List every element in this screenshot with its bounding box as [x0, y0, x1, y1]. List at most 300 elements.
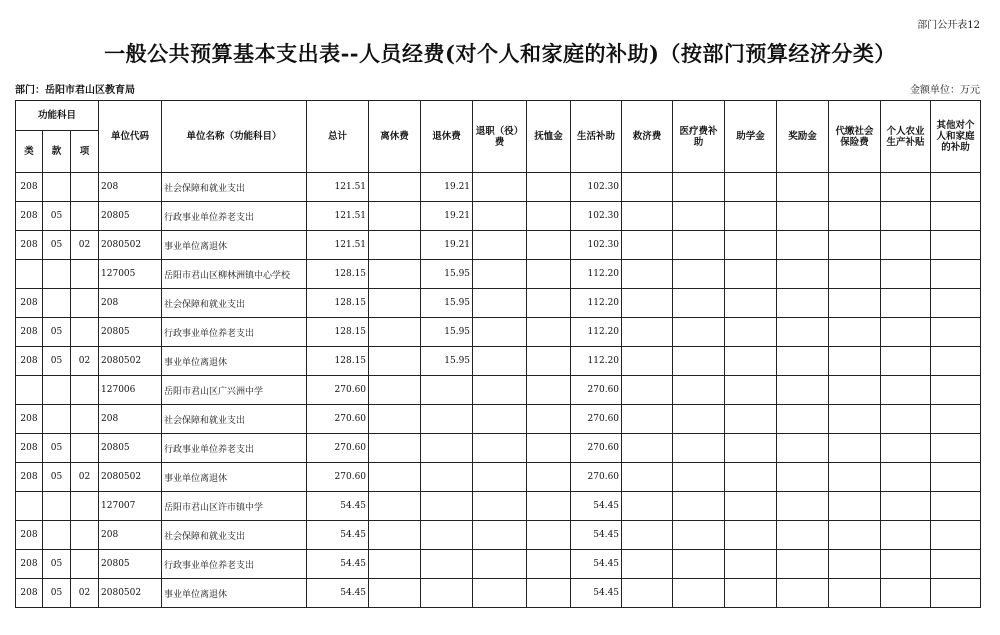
cell-empty — [881, 202, 931, 231]
cell-kuan — [43, 173, 71, 202]
cell-tuixiu: 15.95 — [421, 289, 473, 318]
cell-empty — [527, 173, 571, 202]
cell-empty — [673, 231, 725, 260]
cell-empty — [527, 318, 571, 347]
cell-empty — [473, 289, 527, 318]
cell-tuixiu — [421, 463, 473, 492]
cell-empty — [673, 347, 725, 376]
cell-empty — [673, 405, 725, 434]
cell-empty — [725, 202, 777, 231]
cell-empty — [829, 173, 881, 202]
cell-kuan: 05 — [43, 550, 71, 579]
cell-empty — [369, 231, 421, 260]
cell-name: 事业单位离退休 — [162, 347, 307, 376]
amount-unit-label: 金额单位：万元 — [910, 85, 980, 96]
cell-empty — [829, 318, 881, 347]
cell-empty — [622, 347, 673, 376]
table-row — [16, 463, 981, 492]
cell-empty — [527, 289, 571, 318]
cell-code: 2080502 — [99, 231, 162, 260]
cell-empty — [829, 202, 881, 231]
cell-empty — [673, 434, 725, 463]
cell-empty — [473, 492, 527, 521]
cell-empty — [369, 463, 421, 492]
cell-name: 行政事业单位养老支出 — [162, 318, 307, 347]
cell-empty — [622, 579, 673, 608]
cell-code: 208 — [99, 405, 162, 434]
cell-kuan — [43, 405, 71, 434]
cell-empty — [622, 173, 673, 202]
cell-empty — [881, 347, 931, 376]
cell-empty — [673, 376, 725, 405]
cell-empty — [881, 579, 931, 608]
cell-shenghuo: 102.30 — [571, 231, 622, 260]
cell-empty — [881, 405, 931, 434]
cell-empty — [473, 463, 527, 492]
cell-empty — [673, 521, 725, 550]
cell-empty — [725, 318, 777, 347]
cell-kuan: 05 — [43, 202, 71, 231]
cell-empty — [527, 550, 571, 579]
cell-empty — [931, 231, 981, 260]
cell-empty — [725, 521, 777, 550]
cell-empty — [931, 579, 981, 608]
header-kuan: 款 — [43, 131, 71, 173]
cell-empty — [777, 376, 829, 405]
cell-tuixiu: 15.95 — [421, 347, 473, 376]
expenditure-table — [15, 100, 981, 608]
cell-lei: 208 — [16, 463, 43, 492]
cell-tuixiu: 19.21 — [421, 202, 473, 231]
cell-empty — [369, 376, 421, 405]
cell-empty — [369, 492, 421, 521]
cell-empty — [369, 173, 421, 202]
table-row — [16, 260, 981, 289]
cell-shenghuo: 270.60 — [571, 405, 622, 434]
cell-lei: 208 — [16, 202, 43, 231]
cell-empty — [673, 463, 725, 492]
cell-shenghuo: 112.20 — [571, 289, 622, 318]
cell-empty — [673, 579, 725, 608]
cell-empty — [622, 521, 673, 550]
cell-kuan: 05 — [43, 434, 71, 463]
cell-kuan — [43, 289, 71, 318]
form-number: 部门公开表12 — [917, 20, 980, 31]
cell-empty — [622, 231, 673, 260]
cell-empty — [725, 463, 777, 492]
cell-shenghuo: 54.45 — [571, 550, 622, 579]
cell-empty — [369, 550, 421, 579]
cell-lei: 208 — [16, 289, 43, 318]
cell-empty — [931, 260, 981, 289]
cell-code: 2080502 — [99, 579, 162, 608]
cell-shenghuo: 102.30 — [571, 173, 622, 202]
cell-empty — [527, 260, 571, 289]
cell-tuixiu — [421, 434, 473, 463]
cell-name: 岳阳市君山区许市镇中学 — [162, 492, 307, 521]
cell-total: 121.51 — [307, 231, 369, 260]
header-qita: 其他对个人和家庭的补助 — [931, 101, 981, 173]
cell-empty — [473, 173, 527, 202]
department-label: 部门：岳阳市君山区教育局 — [15, 85, 135, 96]
cell-empty — [931, 492, 981, 521]
cell-xiang: 02 — [71, 231, 99, 260]
cell-xiang — [71, 376, 99, 405]
cell-shenghuo: 54.45 — [571, 579, 622, 608]
cell-name: 岳阳市君山区广兴洲中学 — [162, 376, 307, 405]
cell-empty — [829, 376, 881, 405]
header-jiuji: 救济费 — [622, 101, 673, 173]
cell-name: 社会保障和就业支出 — [162, 289, 307, 318]
cell-shenghuo: 102.30 — [571, 202, 622, 231]
cell-empty — [673, 173, 725, 202]
cell-empty — [473, 550, 527, 579]
cell-total: 121.51 — [307, 173, 369, 202]
page-title: 一般公共预算基本支出表--人员经费(对个人和家庭的补助)（按部门预算经济分类） — [104, 41, 896, 66]
table-row — [16, 289, 981, 318]
cell-empty — [725, 492, 777, 521]
cell-xiang — [71, 434, 99, 463]
cell-empty — [369, 202, 421, 231]
cell-name: 事业单位离退休 — [162, 231, 307, 260]
cell-xiang — [71, 405, 99, 434]
cell-xiang — [71, 492, 99, 521]
cell-empty — [527, 492, 571, 521]
cell-name: 岳阳市君山区柳林洲镇中心学校 — [162, 260, 307, 289]
cell-empty — [473, 405, 527, 434]
cell-empty — [622, 202, 673, 231]
cell-empty — [829, 521, 881, 550]
cell-empty — [673, 318, 725, 347]
cell-lei: 208 — [16, 347, 43, 376]
cell-empty — [777, 231, 829, 260]
cell-empty — [527, 463, 571, 492]
table-row — [16, 405, 981, 434]
cell-total: 270.60 — [307, 463, 369, 492]
cell-shenghuo: 270.60 — [571, 376, 622, 405]
cell-name: 社会保障和就业支出 — [162, 521, 307, 550]
cell-name: 行政事业单位养老支出 — [162, 202, 307, 231]
cell-total: 270.60 — [307, 434, 369, 463]
cell-empty — [527, 521, 571, 550]
cell-empty — [829, 405, 881, 434]
cell-total: 128.15 — [307, 318, 369, 347]
cell-empty — [622, 463, 673, 492]
cell-empty — [473, 434, 527, 463]
cell-empty — [622, 289, 673, 318]
cell-lei: 208 — [16, 405, 43, 434]
header-yiliao: 医疗费补助 — [673, 101, 725, 173]
cell-empty — [725, 289, 777, 318]
header-nongye: 个人农业生产补贴 — [881, 101, 931, 173]
cell-total: 54.45 — [307, 579, 369, 608]
cell-name: 事业单位离退休 — [162, 463, 307, 492]
cell-code: 208 — [99, 173, 162, 202]
header-unit-code: 单位代码 — [99, 101, 162, 173]
cell-code: 20805 — [99, 202, 162, 231]
cell-empty — [473, 347, 527, 376]
cell-empty — [725, 434, 777, 463]
cell-name: 事业单位离退休 — [162, 579, 307, 608]
cell-code: 20805 — [99, 550, 162, 579]
cell-shenghuo: 54.45 — [571, 492, 622, 521]
cell-empty — [622, 405, 673, 434]
cell-shenghuo: 270.60 — [571, 463, 622, 492]
header-unit-name: 单位名称（功能科目） — [162, 101, 307, 173]
cell-kuan — [43, 521, 71, 550]
table-row — [16, 347, 981, 376]
cell-empty — [881, 492, 931, 521]
cell-xiang — [71, 550, 99, 579]
cell-kuan: 05 — [43, 318, 71, 347]
cell-code: 2080502 — [99, 347, 162, 376]
cell-empty — [777, 318, 829, 347]
cell-tuixiu: 15.95 — [421, 260, 473, 289]
header-lixiu: 离休费 — [369, 101, 421, 173]
cell-code: 127006 — [99, 376, 162, 405]
cell-shenghuo: 112.20 — [571, 318, 622, 347]
cell-xiang — [71, 521, 99, 550]
cell-empty — [622, 318, 673, 347]
cell-empty — [622, 260, 673, 289]
cell-empty — [473, 202, 527, 231]
cell-tuixiu — [421, 376, 473, 405]
cell-empty — [881, 289, 931, 318]
cell-empty — [673, 260, 725, 289]
cell-empty — [829, 347, 881, 376]
cell-kuan: 05 — [43, 347, 71, 376]
cell-code: 20805 — [99, 434, 162, 463]
cell-empty — [473, 579, 527, 608]
cell-total: 54.45 — [307, 492, 369, 521]
table-row — [16, 521, 981, 550]
cell-empty — [673, 289, 725, 318]
cell-code: 20805 — [99, 318, 162, 347]
cell-code: 127005 — [99, 260, 162, 289]
cell-total: 54.45 — [307, 521, 369, 550]
cell-empty — [829, 463, 881, 492]
cell-empty — [369, 521, 421, 550]
cell-empty — [369, 318, 421, 347]
cell-code: 127007 — [99, 492, 162, 521]
header-fuxu: 抚恤金 — [527, 101, 571, 173]
header-daijiao: 代缴社会保险费 — [829, 101, 881, 173]
cell-empty — [527, 202, 571, 231]
cell-empty — [527, 434, 571, 463]
cell-empty — [777, 463, 829, 492]
cell-empty — [777, 550, 829, 579]
cell-empty — [777, 521, 829, 550]
cell-kuan: 05 — [43, 463, 71, 492]
cell-name: 行政事业单位养老支出 — [162, 434, 307, 463]
cell-code: 208 — [99, 521, 162, 550]
cell-empty — [829, 579, 881, 608]
cell-total: 270.60 — [307, 376, 369, 405]
cell-empty — [527, 376, 571, 405]
cell-empty — [673, 202, 725, 231]
cell-empty — [777, 260, 829, 289]
cell-empty — [931, 173, 981, 202]
cell-empty — [725, 376, 777, 405]
table-row — [16, 434, 981, 463]
cell-tuixiu: 19.21 — [421, 173, 473, 202]
cell-total: 270.60 — [307, 405, 369, 434]
table-row — [16, 550, 981, 579]
cell-empty — [931, 463, 981, 492]
cell-total: 54.45 — [307, 550, 369, 579]
cell-tuixiu — [421, 550, 473, 579]
cell-empty — [369, 289, 421, 318]
cell-empty — [673, 492, 725, 521]
cell-name: 社会保障和就业支出 — [162, 405, 307, 434]
cell-empty — [725, 347, 777, 376]
cell-kuan: 05 — [43, 231, 71, 260]
cell-empty — [622, 376, 673, 405]
cell-empty — [881, 173, 931, 202]
cell-empty — [931, 405, 981, 434]
cell-empty — [473, 231, 527, 260]
cell-xiang: 02 — [71, 463, 99, 492]
cell-lei — [16, 492, 43, 521]
cell-empty — [777, 202, 829, 231]
cell-empty — [931, 318, 981, 347]
cell-empty — [777, 434, 829, 463]
table-row — [16, 376, 981, 405]
header-lei: 类 — [16, 131, 43, 173]
cell-xiang — [71, 202, 99, 231]
cell-lei: 208 — [16, 521, 43, 550]
cell-code: 208 — [99, 289, 162, 318]
cell-tuixiu — [421, 492, 473, 521]
cell-empty — [777, 492, 829, 521]
cell-lei — [16, 376, 43, 405]
cell-empty — [777, 405, 829, 434]
cell-empty — [473, 260, 527, 289]
cell-empty — [931, 289, 981, 318]
cell-shenghuo: 112.20 — [571, 260, 622, 289]
cell-xiang: 02 — [71, 579, 99, 608]
cell-empty — [931, 202, 981, 231]
cell-lei — [16, 260, 43, 289]
cell-empty — [725, 405, 777, 434]
cell-empty — [829, 289, 881, 318]
cell-empty — [829, 434, 881, 463]
header-tuixiu: 退休费 — [421, 101, 473, 173]
cell-kuan — [43, 376, 71, 405]
cell-empty — [725, 231, 777, 260]
cell-empty — [829, 260, 881, 289]
cell-empty — [369, 434, 421, 463]
cell-empty — [473, 521, 527, 550]
cell-empty — [881, 521, 931, 550]
header-tuizhi: 退职（役）费 — [473, 101, 527, 173]
cell-tuixiu — [421, 521, 473, 550]
cell-empty — [473, 376, 527, 405]
cell-empty — [881, 463, 931, 492]
header-xiang: 项 — [71, 131, 99, 173]
cell-empty — [777, 173, 829, 202]
cell-empty — [931, 521, 981, 550]
table-row — [16, 231, 981, 260]
cell-empty — [473, 318, 527, 347]
cell-empty — [725, 260, 777, 289]
cell-lei: 208 — [16, 231, 43, 260]
cell-xiang — [71, 260, 99, 289]
cell-empty — [881, 550, 931, 579]
cell-lei: 208 — [16, 318, 43, 347]
cell-empty — [369, 347, 421, 376]
header-func-subject: 功能科目 — [16, 101, 99, 131]
cell-lei: 208 — [16, 434, 43, 463]
header-zhuxue: 助学金 — [725, 101, 777, 173]
cell-empty — [829, 492, 881, 521]
cell-lei: 208 — [16, 550, 43, 579]
cell-empty — [527, 579, 571, 608]
cell-empty — [881, 260, 931, 289]
table-row — [16, 579, 981, 608]
cell-empty — [777, 347, 829, 376]
cell-kuan: 05 — [43, 579, 71, 608]
cell-empty — [931, 347, 981, 376]
cell-xiang: 02 — [71, 347, 99, 376]
cell-shenghuo: 54.45 — [571, 521, 622, 550]
cell-tuixiu — [421, 405, 473, 434]
cell-code: 2080502 — [99, 463, 162, 492]
cell-empty — [931, 550, 981, 579]
cell-lei: 208 — [16, 579, 43, 608]
cell-empty — [881, 231, 931, 260]
cell-kuan — [43, 260, 71, 289]
cell-empty — [829, 231, 881, 260]
cell-empty — [527, 405, 571, 434]
cell-empty — [622, 434, 673, 463]
cell-empty — [881, 318, 931, 347]
cell-empty — [369, 579, 421, 608]
cell-shenghuo: 112.20 — [571, 347, 622, 376]
cell-name: 行政事业单位养老支出 — [162, 550, 307, 579]
cell-empty — [527, 347, 571, 376]
cell-total: 128.15 — [307, 289, 369, 318]
header-shenghuo: 生活补助 — [571, 101, 622, 173]
cell-kuan — [43, 492, 71, 521]
cell-empty — [369, 260, 421, 289]
cell-empty — [725, 173, 777, 202]
cell-shenghuo: 270.60 — [571, 434, 622, 463]
header-total: 总计 — [307, 101, 369, 173]
table-row — [16, 318, 981, 347]
cell-total: 121.51 — [307, 202, 369, 231]
cell-tuixiu: 19.21 — [421, 231, 473, 260]
table-row — [16, 492, 981, 521]
table-row — [16, 202, 981, 231]
cell-total: 128.15 — [307, 347, 369, 376]
cell-name: 社会保障和就业支出 — [162, 173, 307, 202]
cell-empty — [931, 376, 981, 405]
cell-empty — [881, 376, 931, 405]
cell-empty — [931, 434, 981, 463]
cell-empty — [725, 579, 777, 608]
cell-empty — [777, 579, 829, 608]
cell-xiang — [71, 173, 99, 202]
cell-empty — [881, 434, 931, 463]
cell-xiang — [71, 318, 99, 347]
cell-empty — [829, 550, 881, 579]
cell-empty — [369, 405, 421, 434]
cell-empty — [622, 550, 673, 579]
header-jiangli: 奖励金 — [777, 101, 829, 173]
cell-total: 128.15 — [307, 260, 369, 289]
cell-xiang — [71, 289, 99, 318]
